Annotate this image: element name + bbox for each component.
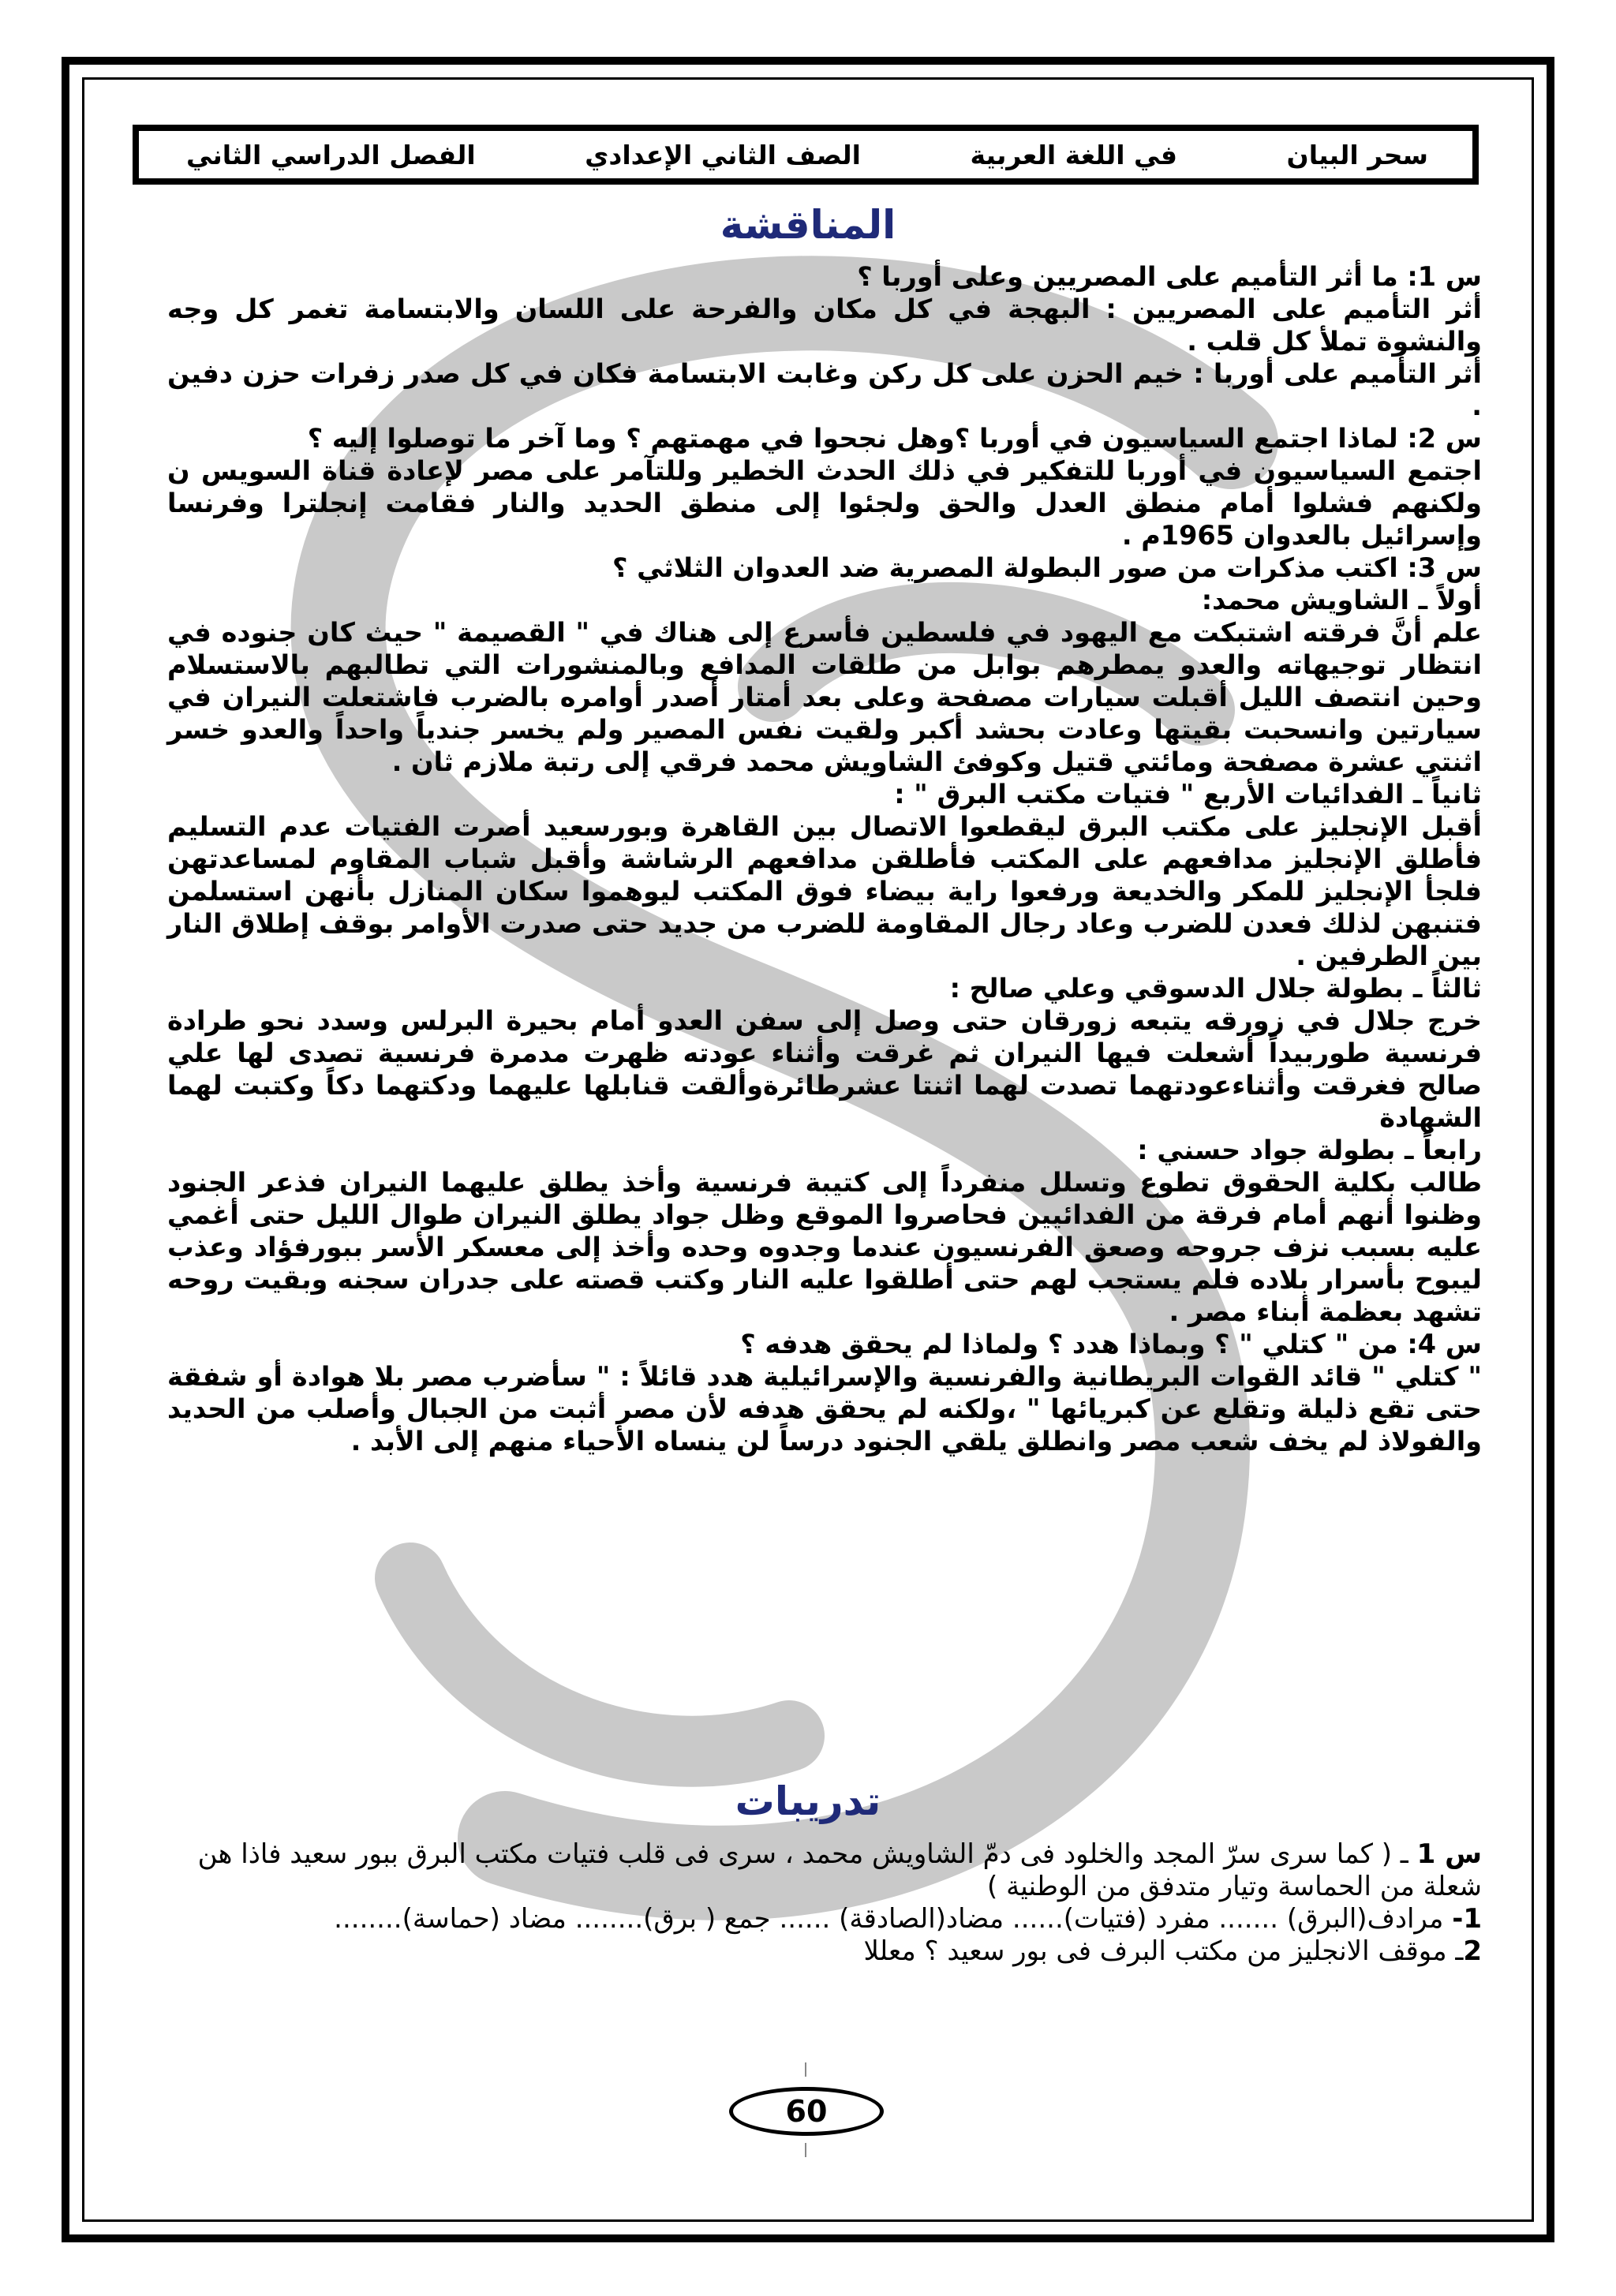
exercises-title: تدريبات [735, 1778, 881, 1824]
answer-4: " كتلي " قائد القوات البريطانية والفرنسية والإسرائيلية هدد قائلاً : " سأضرب مصر بلا هوادة أو شفقة حتى تقع ذليلة وتقلع عن كبريائها " ،ولكنه لم يحقق هدفه لأن مصر أثبت من الجبال وأصلب من الحديد والفولاذ لم يخف شعب مصر وانطلق يلقي الجنود درساً لن ينساه الأحياء منهم إلى الأبد . [167, 1361, 1482, 1457]
exercise-item-2-text: ـ موقف الانجليز من مكتب البرف فى بور سعيد ؟ معللا [863, 1935, 1464, 1967]
question-3: س 3: اكتب مذكرات من صور البطولة المصرية ضد العدوان الثلاثي ؟ [612, 552, 1482, 583]
page-number-tick-bottom [805, 2143, 806, 2157]
exercise-item-2-number: 2 [1463, 1935, 1482, 1967]
paragraph-second: أقبل الإنجليز على مكتب البرق ليقطعوا الاتصال بين القاهرة وبورسعيد أصرت الفتيات عدم التسليم فأطلق الإنجليز مدافعهم على المكتب فأطلقن مدافعهم الرشاشة وأقبل شباب المقاوم لمساعدتهن فلجأ الإنجليز للمكر والخديعة ورفعوا راية بيضاء فوق المكتب ليوهموا سكان المنازل بأنهن استسلمن فتنبهن لذلك فعدن للضرب وعاد رجال المقاومة للضرب من جديد حتى صدرت الأوامر بوقف إطلاق النار بين الطرفين . [167, 811, 1482, 971]
exercise-q1-number: س 1 [1416, 1838, 1482, 1870]
exercise-question-1 [167, 1838, 1482, 1903]
answer-1a: أثر التأميم على المصريين : البهجة في كل مكان والفرحة على اللسان والابتسامة تغمر كل وجه والنشوة تملأ كل قلب . [167, 294, 1482, 357]
exercise-item-1 [167, 1903, 1482, 1935]
paragraph-first: علم أنَّ فرقته اشتبكت مع اليهود في فلسطين فأسرع إلى هناك في " القصيمة " حيث كان جنوده في انتظار توجيهاته والعدو يمطرهم بوابل من طلقات المدافع وبالمنشورات التي تطالبهم بالاستسلام وحين انتصف الليل أقبلت سيارات مصفحة وعلى بعد أمتار أصدر أوامره بالضرب فاشتعلت النيران في سيارتين وانسحبت بقيتها وعادت بحشد أكبر ولقيت نفس المصير ولم يخسر جندياً واحداً والعدو خسر اثنتي عشرة مصفحة ومائتي قتيل وكوفئ الشاويش محمد فرقي إلى رتبة ملازم ثان . [167, 617, 1482, 777]
header-subject: في اللغة العربية [970, 139, 1178, 170]
heading-third: ثالثاً ـ بطولة جلال الدسوقي وعلي صالح : [949, 973, 1482, 1004]
question-1: س 1: ما أثر التأميم على المصريين وعلى أوربا ؟ [857, 261, 1482, 292]
heading-first: أولاً ـ الشاويش محمد: [1201, 585, 1482, 615]
paragraph-third: خرج جلال في زورقه يتبعه زورقان حتى وصل إلى سفن العدو أمام بحيرة البرلس وسدد نحو طرادة فرنسية طوربيداً أشعلت فيها النيران ثم غرقت وأثناء عودته ظهرت مدمرة فرنسية تصدى لها علي صالح فغرقت وأثناءعودتهما تصدت لهما اثنتا عشرطائرةوألقت قنابلها عليهما ودكتهما دكاً وكتبت لهما الشهادة [167, 1005, 1482, 1133]
header-book-title: سحر البيان [1286, 139, 1428, 170]
page-number: 60 [729, 2087, 884, 2136]
answer-1b: أثر التأميم على أوربا : خيم الحزن على كل ركن وغابت الابتسامة فكان في كل صدر زفرات حزن دفين . [167, 358, 1482, 421]
paragraph-fourth: طالب بكلية الحقوق تطوع وتسلل منفرداً إلى كتيبة فرنسية وأخذ يطلق عليهما النيران فذعر الجنود وظنوا أنهم أمام فرقة من الفدائيين فحاصروا الموقع وظل جواد يطلق النيران طوال الليل حتى أغمي عليه بسبب نزف جروحه وصعق الفرنسيون عندما وجدوه وحده وأخذ إلى معسكر الأسر ببورفؤاد وعذب ليبوح بأسرار بلاده فلم يستجب لهم حتى أطلقوا عليه النار وكتب قصته على جدران سجنه وبقيت روحه تشهد بعظمة أبناء مصر . [167, 1167, 1482, 1327]
exercises-body [167, 1838, 1482, 1968]
exercise-q1-text: ـ ( كما سرى سرّ المجد والخلود فى دمّ الشاويش محمد ، سرى فى قلب فتيات مكتب البرق ببور سعيد فاذا هن شعلة من الحماسة وتيار متدفق من الوطنية ) [197, 1838, 1482, 1902]
answer-2: اجتمع السياسيون في أوربا للتفكير في ذلك الحدث الخطير وللتآمر على مصر لإعادة قناة السويس ن ولكنهم فشلوا أمام منطق العدل والحق ولجئوا إلى منطق الحديد والنار فقامت إنجلترا وفرنسا وإسرائيل بالعدوان 1965م . [167, 455, 1482, 551]
header-grade: الصف الثاني الإعدادي [585, 139, 861, 170]
exercise-item-2 [167, 1935, 1482, 1968]
exercise-item-1-number: 1- [1452, 1903, 1482, 1935]
page-header [133, 125, 1479, 185]
discussion-body [167, 260, 1482, 1457]
question-4: س 4: من " كتلي " ؟ وبماذا هدد ؟ ولماذا لم يحقق هدفه ؟ [740, 1329, 1482, 1359]
question-2: س 2: لماذا اجتمع السياسيون في أوربا ؟وهل نجحوا في مهمتهم ؟ وما آخر ما توصلوا إليه ؟ [307, 423, 1482, 454]
discussion-title: المناقشة [720, 202, 896, 248]
heading-fourth: رابعاً ـ بطولة جواد حسني : [1137, 1135, 1482, 1165]
heading-second: ثانياً ـ الفدائيات الأربع " فتيات مكتب البرق " : [894, 779, 1482, 810]
exercise-item-1-text: مرادف(البرق) ....... مفرد (فتيات)...... مضاد(الصادقة) ...... جمع ( برق)........ مضاد (حماسة)........ [334, 1903, 1444, 1935]
header-term: الفصل الدراسي الثاني [186, 139, 476, 170]
page-number-tick-top [805, 2062, 806, 2077]
